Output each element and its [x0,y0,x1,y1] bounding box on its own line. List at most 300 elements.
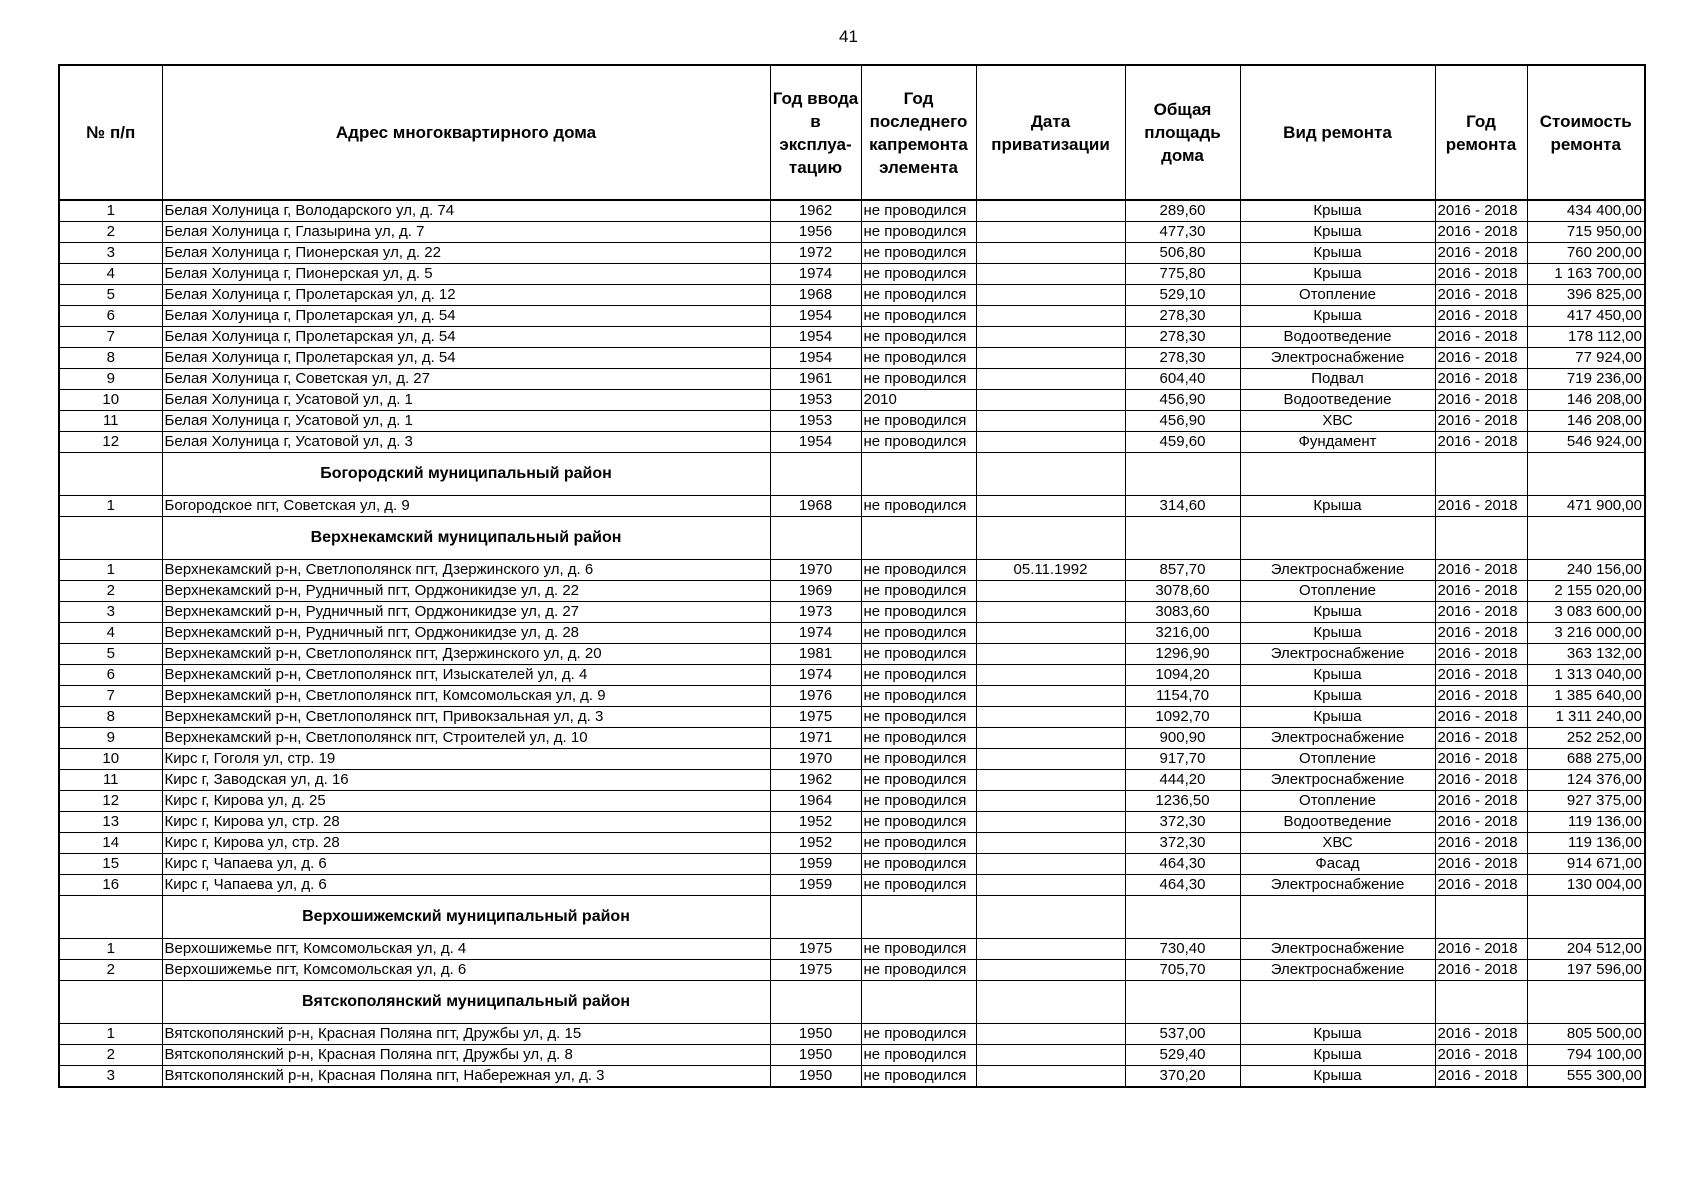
table-row [59,812,1645,833]
cell-address: Кирс г, Чапаева ул, д. 6 [162,854,770,875]
cell-last-repair: не проводился [861,875,976,896]
cell-last-repair: не проводился [861,306,976,327]
cell-repair-type: Электроснабжение [1240,960,1435,981]
cell-num: 1 [59,560,162,581]
cell-year-built: 1964 [770,791,861,812]
table-row [59,306,1645,327]
cell-address: Белая Холуница г, Володарского ул, д. 74 [162,200,770,222]
cell-cost: 124 376,00 [1527,770,1645,791]
cell-num: 11 [59,411,162,432]
cell-repair-year: 2016 - 2018 [1435,665,1527,686]
cell-address: Вятскополянский р-н, Красная Поляна пгт, Дружбы ул, д. 8 [162,1045,770,1066]
cell-address: Кирс г, Кирова ул, стр. 28 [162,812,770,833]
empty-cell [861,453,976,496]
cell-address: Вятскополянский р-н, Красная Поляна пгт, Дружбы ул, д. 15 [162,1024,770,1045]
cell-area: 444,20 [1125,770,1240,791]
cell-last-repair: не проводился [861,243,976,264]
cell-num: 6 [59,306,162,327]
cell-repair-type: Электроснабжение [1240,560,1435,581]
cell-num: 3 [59,602,162,623]
district-row [59,896,1645,939]
cell-repair-type: Отопление [1240,285,1435,306]
empty-cell [770,517,861,560]
cell-num: 1 [59,200,162,222]
empty-cell [1527,981,1645,1024]
cell-num: 12 [59,432,162,453]
empty-cell [59,896,162,939]
table-row [59,791,1645,812]
cell-privatization [976,686,1125,707]
cell-privatization [976,1066,1125,1088]
cell-address: Верхошижемье пгт, Комсомольская ул, д. 4 [162,939,770,960]
table-row [59,411,1645,432]
cell-repair-type: Подвал [1240,369,1435,390]
cell-address: Белая Холуница г, Глазырина ул, д. 7 [162,222,770,243]
cell-repair-year: 2016 - 2018 [1435,960,1527,981]
cell-num: 4 [59,264,162,285]
cell-cost: 119 136,00 [1527,833,1645,854]
cell-cost: 2 155 020,00 [1527,581,1645,602]
cell-repair-year: 2016 - 2018 [1435,1066,1527,1088]
cell-cost: 805 500,00 [1527,1024,1645,1045]
cell-privatization [976,369,1125,390]
cell-address: Белая Холуница г, Пролетарская ул, д. 12 [162,285,770,306]
cell-cost: 555 300,00 [1527,1066,1645,1088]
cell-privatization: 05.11.1992 [976,560,1125,581]
cell-repair-year: 2016 - 2018 [1435,496,1527,517]
cell-repair-year: 2016 - 2018 [1435,432,1527,453]
cell-num: 13 [59,812,162,833]
table-row [59,390,1645,411]
cell-last-repair: не проводился [861,1066,976,1088]
cell-privatization [976,770,1125,791]
cell-area: 900,90 [1125,728,1240,749]
cell-address: Белая Холуница г, Советская ул, д. 27 [162,369,770,390]
cell-area: 1092,70 [1125,707,1240,728]
cell-repair-type: Электроснабжение [1240,770,1435,791]
cell-num: 7 [59,327,162,348]
table-row [59,369,1645,390]
cell-cost: 204 512,00 [1527,939,1645,960]
cell-repair-type: Крыша [1240,602,1435,623]
table-body [59,200,1645,1087]
district-row [59,981,1645,1024]
empty-cell [1125,453,1240,496]
cell-privatization [976,960,1125,981]
cell-cost: 1 313 040,00 [1527,665,1645,686]
cell-privatization [976,749,1125,770]
cell-cost: 178 112,00 [1527,327,1645,348]
cell-num: 9 [59,369,162,390]
cell-num: 7 [59,686,162,707]
table-row [59,854,1645,875]
cell-repair-type: Крыша [1240,623,1435,644]
cell-last-repair: не проводился [861,1024,976,1045]
cell-year-built: 1973 [770,602,861,623]
empty-cell [976,517,1125,560]
cell-repair-type: Электроснабжение [1240,728,1435,749]
empty-cell [1125,896,1240,939]
table-row [59,960,1645,981]
cell-privatization [976,623,1125,644]
header-repair-year: Год ремонта [1435,65,1527,200]
cell-cost: 546 924,00 [1527,432,1645,453]
cell-num: 10 [59,390,162,411]
cell-num: 10 [59,749,162,770]
cell-year-built: 1975 [770,707,861,728]
cell-address: Кирс г, Заводская ул, д. 16 [162,770,770,791]
cell-area: 278,30 [1125,348,1240,369]
cell-address: Верхнекамский р-н, Рудничный пгт, Орджоникидзе ул, д. 22 [162,581,770,602]
cell-repair-type: Крыша [1240,686,1435,707]
cell-num: 16 [59,875,162,896]
cell-year-built: 1952 [770,833,861,854]
cell-cost: 240 156,00 [1527,560,1645,581]
cell-num: 8 [59,707,162,728]
cell-num: 1 [59,1024,162,1045]
table-row [59,222,1645,243]
cell-year-built: 1975 [770,960,861,981]
cell-area: 1154,70 [1125,686,1240,707]
cell-repair-year: 2016 - 2018 [1435,812,1527,833]
cell-last-repair: не проводился [861,833,976,854]
empty-cell [976,453,1125,496]
table-row [59,1045,1645,1066]
empty-cell [861,896,976,939]
cell-repair-year: 2016 - 2018 [1435,770,1527,791]
cell-num: 3 [59,243,162,264]
empty-cell [59,981,162,1024]
cell-cost: 1 311 240,00 [1527,707,1645,728]
cell-cost: 396 825,00 [1527,285,1645,306]
table-row [59,707,1645,728]
cell-num: 2 [59,1045,162,1066]
cell-last-repair: не проводился [861,728,976,749]
cell-area: 3216,00 [1125,623,1240,644]
cell-repair-year: 2016 - 2018 [1435,560,1527,581]
cell-repair-year: 2016 - 2018 [1435,833,1527,854]
cell-last-repair: не проводился [861,749,976,770]
cell-num: 8 [59,348,162,369]
cell-address: Верхнекамский р-н, Светлополянск пгт, Дзержинского ул, д. 6 [162,560,770,581]
cell-privatization [976,1024,1125,1045]
cell-privatization [976,348,1125,369]
empty-cell [1435,896,1527,939]
header-privatization: Дата приватизации [976,65,1125,200]
cell-privatization [976,285,1125,306]
cell-area: 730,40 [1125,939,1240,960]
cell-year-built: 1956 [770,222,861,243]
cell-area: 775,80 [1125,264,1240,285]
cell-address: Богородское пгт, Советская ул, д. 9 [162,496,770,517]
cell-last-repair: не проводился [861,854,976,875]
cell-repair-year: 2016 - 2018 [1435,791,1527,812]
cell-area: 1236,50 [1125,791,1240,812]
cell-last-repair: не проводился [861,939,976,960]
table-row [59,770,1645,791]
empty-cell [976,896,1125,939]
cell-cost: 417 450,00 [1527,306,1645,327]
empty-cell [861,981,976,1024]
cell-privatization [976,306,1125,327]
cell-area: 278,30 [1125,327,1240,348]
cell-last-repair: не проводился [861,222,976,243]
cell-year-built: 1970 [770,749,861,770]
empty-cell [1527,896,1645,939]
cell-privatization [976,243,1125,264]
cell-year-built: 1968 [770,496,861,517]
table-row [59,833,1645,854]
cell-repair-year: 2016 - 2018 [1435,728,1527,749]
cell-repair-year: 2016 - 2018 [1435,369,1527,390]
empty-cell [770,981,861,1024]
district-name: Верхошижемский муниципальный район [162,896,770,939]
cell-address: Вятскополянский р-н, Красная Поляна пгт, Набережная ул, д. 3 [162,1066,770,1088]
cell-repair-year: 2016 - 2018 [1435,644,1527,665]
district-name: Вятскополянский муниципальный район [162,981,770,1024]
cell-year-built: 1953 [770,411,861,432]
empty-cell [1125,517,1240,560]
cell-privatization [976,1045,1125,1066]
cell-num: 14 [59,833,162,854]
table-row [59,623,1645,644]
cell-last-repair: не проводился [861,581,976,602]
cell-cost: 715 950,00 [1527,222,1645,243]
cell-last-repair: не проводился [861,411,976,432]
cell-num: 4 [59,623,162,644]
cell-repair-year: 2016 - 2018 [1435,707,1527,728]
cell-last-repair: не проводился [861,200,976,222]
cell-last-repair: не проводился [861,707,976,728]
cell-address: Верхнекамский р-н, Светлополянск пгт, Изыскателей ул, д. 4 [162,665,770,686]
cell-area: 289,60 [1125,200,1240,222]
cell-address: Белая Холуница г, Пролетарская ул, д. 54 [162,348,770,369]
cell-repair-type: Электроснабжение [1240,644,1435,665]
cell-repair-type: Крыша [1240,222,1435,243]
cell-repair-year: 2016 - 2018 [1435,939,1527,960]
cell-repair-year: 2016 - 2018 [1435,623,1527,644]
cell-repair-type: Крыша [1240,264,1435,285]
cell-repair-type: Фасад [1240,854,1435,875]
cell-address: Белая Холуница г, Усатовой ул, д. 1 [162,390,770,411]
empty-cell [1435,981,1527,1024]
cell-address: Кирс г, Кирова ул, стр. 28 [162,833,770,854]
cell-repair-type: Водоотведение [1240,327,1435,348]
cell-last-repair: не проводился [861,665,976,686]
cell-repair-year: 2016 - 2018 [1435,243,1527,264]
cell-cost: 77 924,00 [1527,348,1645,369]
empty-cell [1435,517,1527,560]
cell-repair-type: Крыша [1240,1066,1435,1088]
cell-year-built: 1954 [770,432,861,453]
cell-address: Белая Холуница г, Пионерская ул, д. 22 [162,243,770,264]
cell-privatization [976,644,1125,665]
table-row [59,496,1645,517]
cell-year-built: 1954 [770,327,861,348]
cell-repair-type: Крыша [1240,243,1435,264]
cell-privatization [976,939,1125,960]
cell-repair-year: 2016 - 2018 [1435,222,1527,243]
cell-year-built: 1976 [770,686,861,707]
table-row [59,243,1645,264]
cell-num: 9 [59,728,162,749]
cell-year-built: 1959 [770,875,861,896]
cell-privatization [976,200,1125,222]
cell-privatization [976,665,1125,686]
district-name: Богородский муниципальный район [162,453,770,496]
empty-cell [1527,453,1645,496]
cell-year-built: 1968 [770,285,861,306]
header-address: Адрес многоквартирного дома [162,65,770,200]
cell-cost: 688 275,00 [1527,749,1645,770]
empty-cell [1240,896,1435,939]
cell-repair-year: 2016 - 2018 [1435,686,1527,707]
cell-privatization [976,411,1125,432]
cell-address: Верхнекамский р-н, Светлополянск пгт, Привокзальная ул, д. 3 [162,707,770,728]
cell-repair-type: Крыша [1240,1024,1435,1045]
cell-address: Белая Холуница г, Усатовой ул, д. 1 [162,411,770,432]
cell-address: Кирс г, Чапаева ул, д. 6 [162,875,770,896]
cell-cost: 1 385 640,00 [1527,686,1645,707]
cell-year-built: 1969 [770,581,861,602]
cell-repair-type: Крыша [1240,496,1435,517]
cell-year-built: 1981 [770,644,861,665]
header-num: № п/п [59,65,162,200]
cell-repair-type: Электроснабжение [1240,875,1435,896]
cell-area: 857,70 [1125,560,1240,581]
cell-repair-year: 2016 - 2018 [1435,285,1527,306]
cell-year-built: 1961 [770,369,861,390]
cell-cost: 363 132,00 [1527,644,1645,665]
cell-area: 278,30 [1125,306,1240,327]
cell-repair-year: 2016 - 2018 [1435,390,1527,411]
cell-area: 464,30 [1125,854,1240,875]
cell-repair-type: Электроснабжение [1240,348,1435,369]
table-row [59,686,1645,707]
cell-repair-type: Водоотведение [1240,812,1435,833]
cell-last-repair: 2010 [861,390,976,411]
cell-repair-type: ХВС [1240,833,1435,854]
cell-num: 2 [59,222,162,243]
cell-last-repair: не проводился [861,812,976,833]
cell-area: 464,30 [1125,875,1240,896]
cell-area: 1094,20 [1125,665,1240,686]
cell-num: 11 [59,770,162,791]
cell-area: 314,60 [1125,496,1240,517]
empty-cell [1527,517,1645,560]
cell-last-repair: не проводился [861,285,976,306]
empty-cell [1240,981,1435,1024]
cell-year-built: 1954 [770,348,861,369]
cell-cost: 119 136,00 [1527,812,1645,833]
cell-address: Верхнекамский р-н, Рудничный пгт, Орджоникидзе ул, д. 27 [162,602,770,623]
empty-cell [770,453,861,496]
cell-num: 1 [59,496,162,517]
cell-privatization [976,264,1125,285]
cell-num: 5 [59,285,162,306]
cell-privatization [976,812,1125,833]
cell-area: 705,70 [1125,960,1240,981]
cell-cost: 1 163 700,00 [1527,264,1645,285]
cell-year-built: 1954 [770,306,861,327]
cell-privatization [976,875,1125,896]
cell-repair-type: Крыша [1240,200,1435,222]
cell-area: 372,30 [1125,833,1240,854]
cell-cost: 927 375,00 [1527,791,1645,812]
table-row [59,327,1645,348]
cell-repair-year: 2016 - 2018 [1435,200,1527,222]
cell-repair-type: Крыша [1240,1045,1435,1066]
header-area: Общая площадь дома [1125,65,1240,200]
cell-repair-year: 2016 - 2018 [1435,411,1527,432]
table-row [59,602,1645,623]
cell-last-repair: не проводился [861,960,976,981]
cell-year-built: 1950 [770,1024,861,1045]
table-row [59,939,1645,960]
cell-year-built: 1959 [770,854,861,875]
cell-year-built: 1972 [770,243,861,264]
table-row [59,200,1645,222]
cell-cost: 471 900,00 [1527,496,1645,517]
table-row [59,749,1645,770]
cell-area: 917,70 [1125,749,1240,770]
cell-area: 372,30 [1125,812,1240,833]
cell-year-built: 1971 [770,728,861,749]
cell-last-repair: не проводился [861,791,976,812]
cell-cost: 719 236,00 [1527,369,1645,390]
cell-year-built: 1974 [770,623,861,644]
cell-address: Кирс г, Гоголя ул, стр. 19 [162,749,770,770]
empty-cell [59,453,162,496]
table-row [59,875,1645,896]
cell-last-repair: не проводился [861,770,976,791]
cell-repair-year: 2016 - 2018 [1435,1045,1527,1066]
cell-num: 15 [59,854,162,875]
cell-area: 456,90 [1125,411,1240,432]
cell-address: Верхнекамский р-н, Светлополянск пгт, Комсомольская ул, д. 9 [162,686,770,707]
empty-cell [861,517,976,560]
cell-repair-type: Крыша [1240,665,1435,686]
cell-repair-year: 2016 - 2018 [1435,1024,1527,1045]
cell-repair-type: Водоотведение [1240,390,1435,411]
empty-cell [1435,453,1527,496]
cell-cost: 914 671,00 [1527,854,1645,875]
cell-last-repair: не проводился [861,496,976,517]
page-number: 41 [839,27,858,46]
cell-num: 3 [59,1066,162,1088]
empty-cell [1125,981,1240,1024]
cell-privatization [976,581,1125,602]
cell-privatization [976,707,1125,728]
cell-last-repair: не проводился [861,602,976,623]
header-repair-type: Вид ремонта [1240,65,1435,200]
cell-repair-year: 2016 - 2018 [1435,306,1527,327]
header-last-repair: Год последнего капремонта элемента [861,65,976,200]
cell-year-built: 1974 [770,665,861,686]
cell-privatization [976,222,1125,243]
cell-area: 3078,60 [1125,581,1240,602]
cell-num: 5 [59,644,162,665]
cell-repair-year: 2016 - 2018 [1435,581,1527,602]
table-row [59,560,1645,581]
cell-area: 529,40 [1125,1045,1240,1066]
cell-repair-type: Отопление [1240,791,1435,812]
cell-last-repair: не проводился [861,644,976,665]
cell-last-repair: не проводился [861,369,976,390]
cell-num: 2 [59,581,162,602]
cell-repair-type: Отопление [1240,749,1435,770]
cell-repair-year: 2016 - 2018 [1435,264,1527,285]
